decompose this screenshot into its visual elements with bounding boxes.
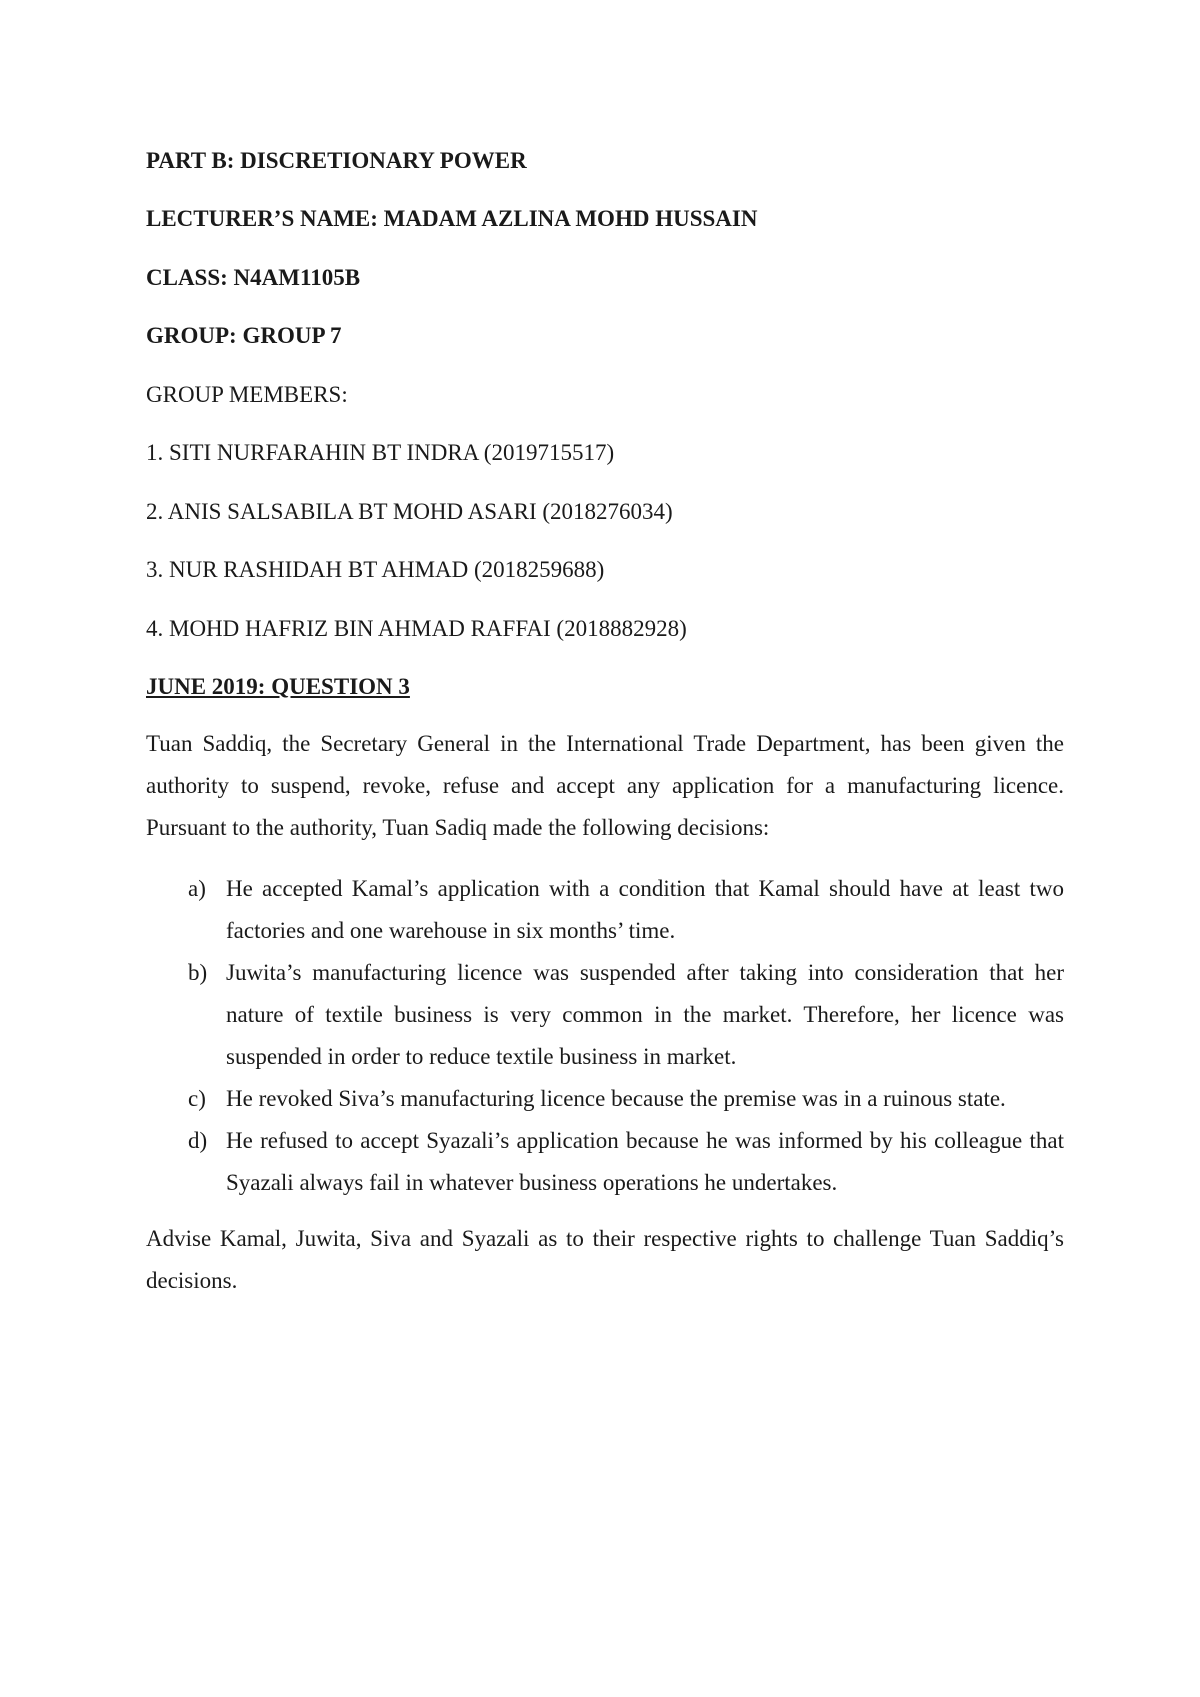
decision-text: Juwita’s manufacturing licence was suspended after taking into consideration that her nature of textile business is very common in the market. Therefore, her licence was suspended in order to reduce textile business in market. <box>226 960 1064 1069</box>
class-code: CLASS: N4AM1105B <box>146 265 361 290</box>
member-item: 2. ANIS SALSABILA BT MOHD ASARI (2018276034) <box>146 499 673 524</box>
decision-item <box>146 1120 1064 1204</box>
lecturer-name: LECTURER’S NAME: MADAM AZLINA MOHD HUSSAIN <box>146 206 758 231</box>
group-number: GROUP: GROUP 7 <box>146 323 342 348</box>
member-item: 4. MOHD HAFRIZ BIN AHMAD RAFFAI (2018882928) <box>146 616 687 641</box>
decision-item <box>146 1078 1064 1120</box>
decisions-list <box>146 868 1064 1204</box>
decision-text: He refused to accept Syazali’s application because he was informed by his colleague that Syazali always fail in whatever business operations he undertakes. <box>226 1128 1064 1195</box>
part-heading: PART B: DISCRETIONARY POWER <box>146 148 527 173</box>
list-marker: c) <box>188 1086 206 1111</box>
list-marker: a) <box>188 876 206 901</box>
members-heading: GROUP MEMBERS: <box>146 382 348 407</box>
question-title: JUNE 2019: QUESTION 3 <box>146 674 410 699</box>
decision-text: He revoked Siva’s manufacturing licence because the premise was in a ruinous state. <box>226 1086 1006 1111</box>
decision-item <box>146 952 1064 1078</box>
member-item: 3. NUR RASHIDAH BT AHMAD (2018259688) <box>146 557 605 582</box>
decision-text: He accepted Kamal’s application with a condition that Kamal should have at least two factories and one warehouse in six months’ time. <box>226 876 1064 943</box>
question-intro: Tuan Saddiq, the Secretary General in the International Trade Department, has been given the authority to suspend, revoke, refuse and accept any application for a manufacturing licence. Pursuant to the authority, Tuan Sadiq made the following decisions: <box>146 731 1064 840</box>
list-marker: b) <box>188 960 208 985</box>
decision-item <box>146 868 1064 952</box>
member-item: 1. SITI NURFARAHIN BT INDRA (2019715517) <box>146 440 615 465</box>
list-marker: d) <box>188 1128 208 1153</box>
question-closing: Advise Kamal, Juwita, Siva and Syazali as to their respective rights to challenge Tuan Saddiq’s decisions. <box>146 1226 1064 1293</box>
